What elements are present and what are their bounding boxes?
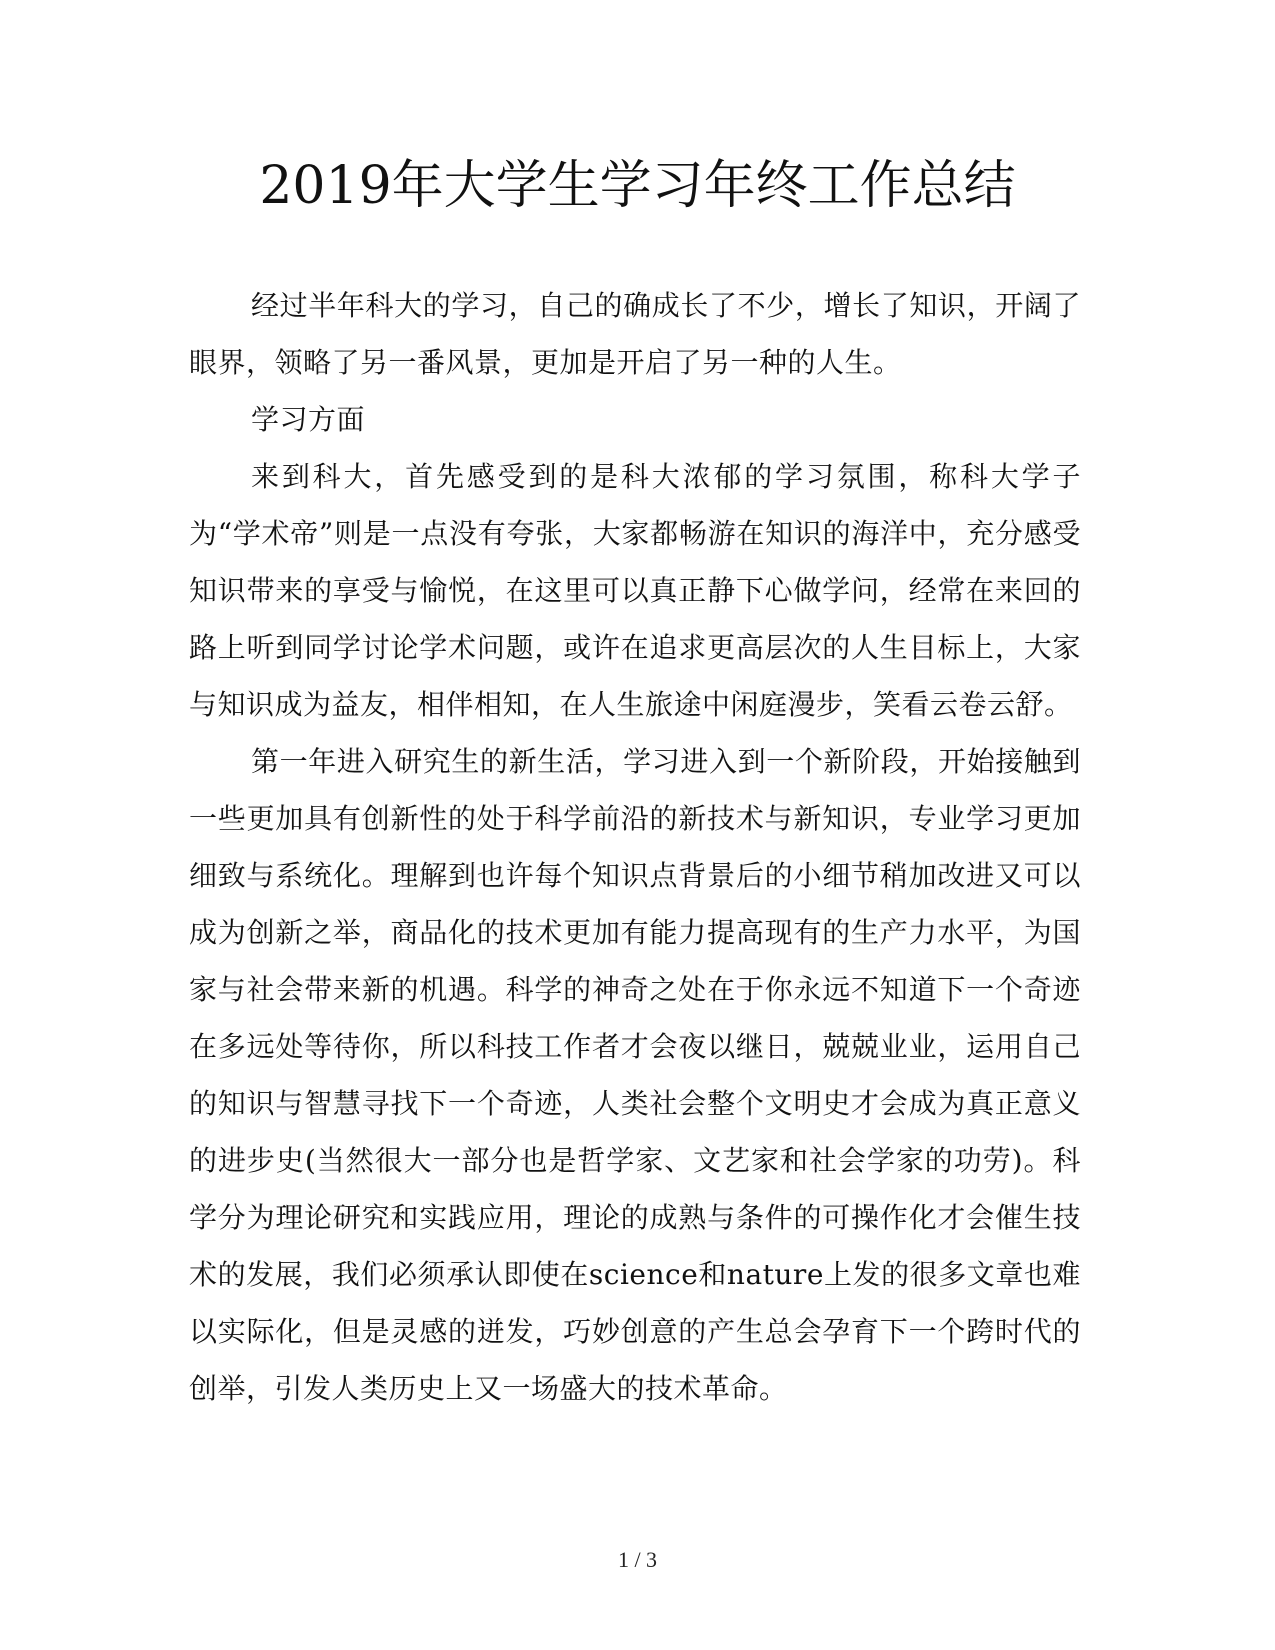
document-body	[189, 277, 1081, 1417]
paragraph-intro: 经过半年科大的学习，自己的确成长了不少，增长了知识，开阔了眼界，领略了另一番风景，更加是开启了另一种的人生。	[189, 289, 1081, 379]
document-title: 2019年大学生学习年终工作总结	[259, 156, 1016, 216]
page-number: 1 / 3	[617, 1547, 658, 1572]
paragraph-first-year: 第一年进入研究生的新生活，学习进入到一个新阶段，开始接触到一些更加具有创新性的处于科学前沿的新技术与新知识，专业学习更加细致与系统化。理解到也许每个知识点背景后的小细节稍加改进又可以成为创新之举，商品化的技术更加有能力提高现有的生产力水平，为国家与社会带来新的机遇。科学的神奇之处在于你永远不知道下一个奇迹在多远处等待你，所以科技工作者才会夜以继日，兢兢业业，运用自己的知识与智慧寻找下一个奇迹，人类社会整个文明史才会成为真正意义的进步史(当然很大一部分也是哲学家、文艺家和社会学家的功劳)。科学分为理论研究和实践应用，理论的成熟与条件的可操作化才会催生技术的发展，我们必须承认即使在science和nature上发的很多文章也难以实际化，但是灵感的迸发，巧妙创意的产生总会孕育下一个跨时代的创举，引发人类历史上又一场盛大的技术革命。	[189, 745, 1081, 1405]
paragraph-atmosphere: 来到科大，首先感受到的是科大浓郁的学习氛围，称科大学子为“学术帝”则是一点没有夸张，大家都畅游在知识的海洋中，充分感受知识带来的享受与愉悦，在这里可以真正静下心做学问，经常在来回的路上听到同学讨论学术问题，或许在追求更高层次的人生目标上，大家与知识成为益友，相伴相知，在人生旅途中闲庭漫步，笑看云卷云舒。	[189, 460, 1081, 721]
section-heading-study: 学习方面	[251, 403, 366, 436]
